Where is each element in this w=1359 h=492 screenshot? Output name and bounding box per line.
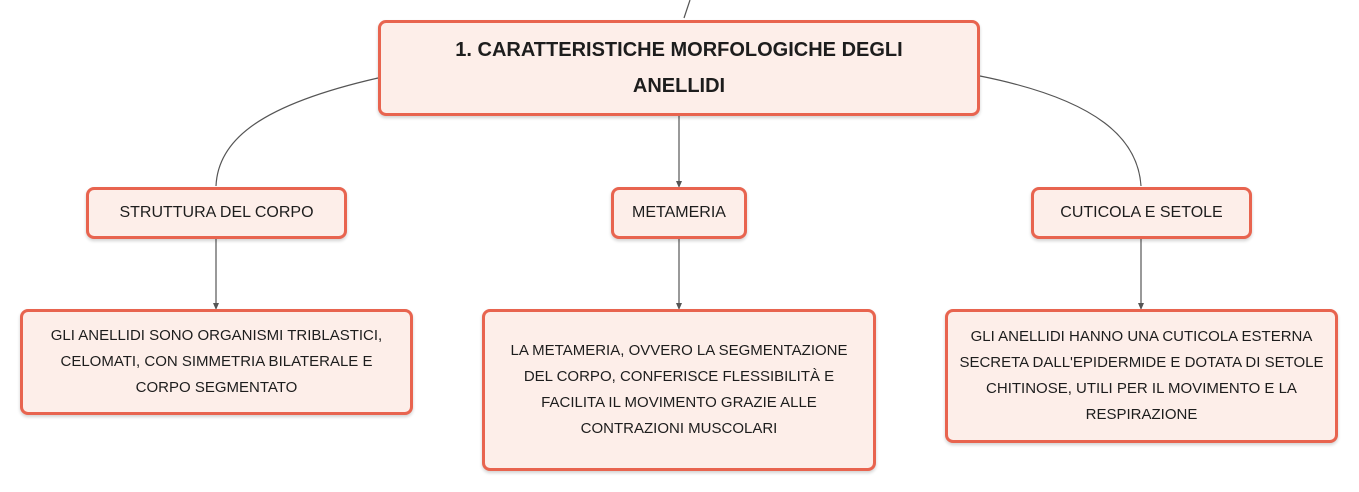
detail-cuticola-text: GLI ANELLIDI HANNO UNA CUTICOLA ESTERNA SECRETA DALL'EPIDERMIDE E DOTATA DI SETOLE CHITINOSE, UTILI PER IL MOVIMENTO E LA RESPIRAZIONE [959,328,1324,423]
subtopic-struttura-node[interactable] [86,187,347,239]
connector-incoming [684,0,690,18]
detail-struttura-node[interactable] [20,309,413,415]
root-topic-node[interactable] [378,20,980,116]
subtopic-metameria-label: METAMERIA [632,204,726,221]
detail-struttura-text: GLI ANELLIDI SONO ORGANISMI TRIBLASTICI, CELOMATI, CON SIMMETRIA BILATERALE E CORPO SEGMENTATO [50,327,383,396]
connector-root-cuticola [980,76,1141,186]
subtopic-cuticola-label: CUTICOLA E SETOLE [1060,204,1223,221]
detail-cuticola-node[interactable] [945,309,1338,443]
detail-metameria-text: LA METAMERIA, OVVERO LA SEGMENTAZIONE DEL CORPO, CONFERISCE FLESSIBILITÀ E FACILITA IL MOVIMENTO GRAZIE ALLE CONTRAZIONI MUSCOLARI [510,342,848,437]
root-topic-label: 1. CARATTERISTICHE MORFOLOGICHE DEGLI ANELLIDI [455,39,903,97]
subtopic-struttura-label: STRUTTURA DEL CORPO [119,204,314,221]
subtopic-metameria-node[interactable] [611,187,747,239]
detail-metameria-node[interactable] [482,309,876,471]
connector-root-struttura [216,78,378,186]
subtopic-cuticola-node[interactable] [1031,187,1252,239]
